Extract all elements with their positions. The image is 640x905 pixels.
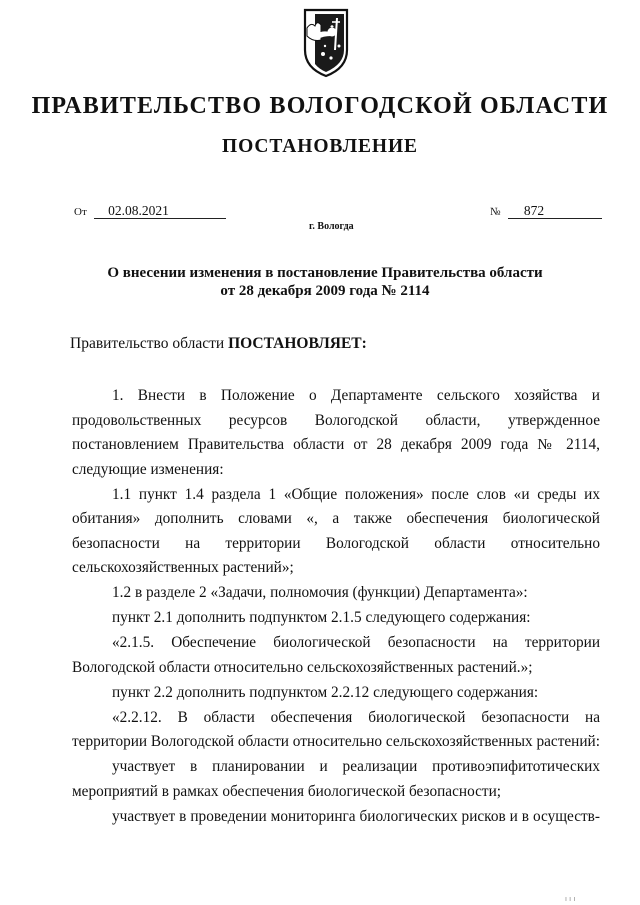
document-date-row <box>74 203 226 219</box>
document-number: 872 <box>508 203 602 219</box>
body-paragraph: участвует в планировании и реализации противоэпифитотических мероприятий в рамках обеспечения биологической безопасности; <box>72 758 600 800</box>
subject-line-1: О внесении изменения в постановление Правительства области <box>107 265 543 281</box>
document-subject <box>90 264 560 300</box>
body-paragraph: участвует в проведении мониторинга биологических рисков и в осуществ- <box>112 807 600 825</box>
body-paragraph: пункт 2.2 дополнить подпунктом 2.2.12 следующего содержания: <box>112 683 539 701</box>
subject-line-2: от 28 декабря 2009 года № 2114 <box>220 283 430 299</box>
government-title: ПРАВИТЕЛЬСТВО ВОЛОГОДСКОЙ ОБЛАСТИ <box>31 93 609 119</box>
body-paragraph: 1.1 пункт 1.4 раздела 1 «Общие положения» после слов «и среды их обитания» дополнить словами «, а также обеспечения биологической безопасности на территории Вологодской области относительно сельскохозяйственных растений»; <box>72 485 600 576</box>
preamble-prefix: Правительство области <box>70 335 225 352</box>
body-paragraph: 1. Внести в Положение о Департаменте сельского хозяйства и продовольственных ресурсов Вологодской области, утвержденное постановлением Правительства области от 28 декабря 2009 года № 2114, следующие изменения: <box>72 387 600 478</box>
number-sign-label: № <box>490 206 501 218</box>
vologda-coat-of-arms-icon <box>301 6 351 78</box>
document-body <box>72 384 600 829</box>
city-label: г. Вологда <box>309 221 354 232</box>
body-paragraph: пункт 2.1 дополнить подпунктом 2.1.5 следующего содержания: <box>112 609 531 626</box>
body-paragraph: 1.2 в разделе 2 «Задачи, полномочия (функции) Департамента»: <box>112 584 528 601</box>
date-prefix-label: От <box>74 206 87 218</box>
body-paragraph: «2.2.12. В области обеспечения биологической безопасности на территории Вологодской области относительно сельскохозяйственных растений: <box>72 708 600 750</box>
document-number-row <box>490 203 602 219</box>
document-type-title: ПОСТАНОВЛЕНИЕ <box>222 136 418 157</box>
decree-word: ПОСТАНОВЛЯЕТ: <box>228 335 367 352</box>
page-footer-mark: ı ı ı <box>565 895 576 903</box>
preamble <box>70 335 367 353</box>
document-date: 02.08.2021 <box>94 203 226 219</box>
body-paragraph: «2.1.5. Обеспечение биологической безопасности на территории Вологодской области относительно сельскохозяйственных растений.»; <box>72 634 600 676</box>
